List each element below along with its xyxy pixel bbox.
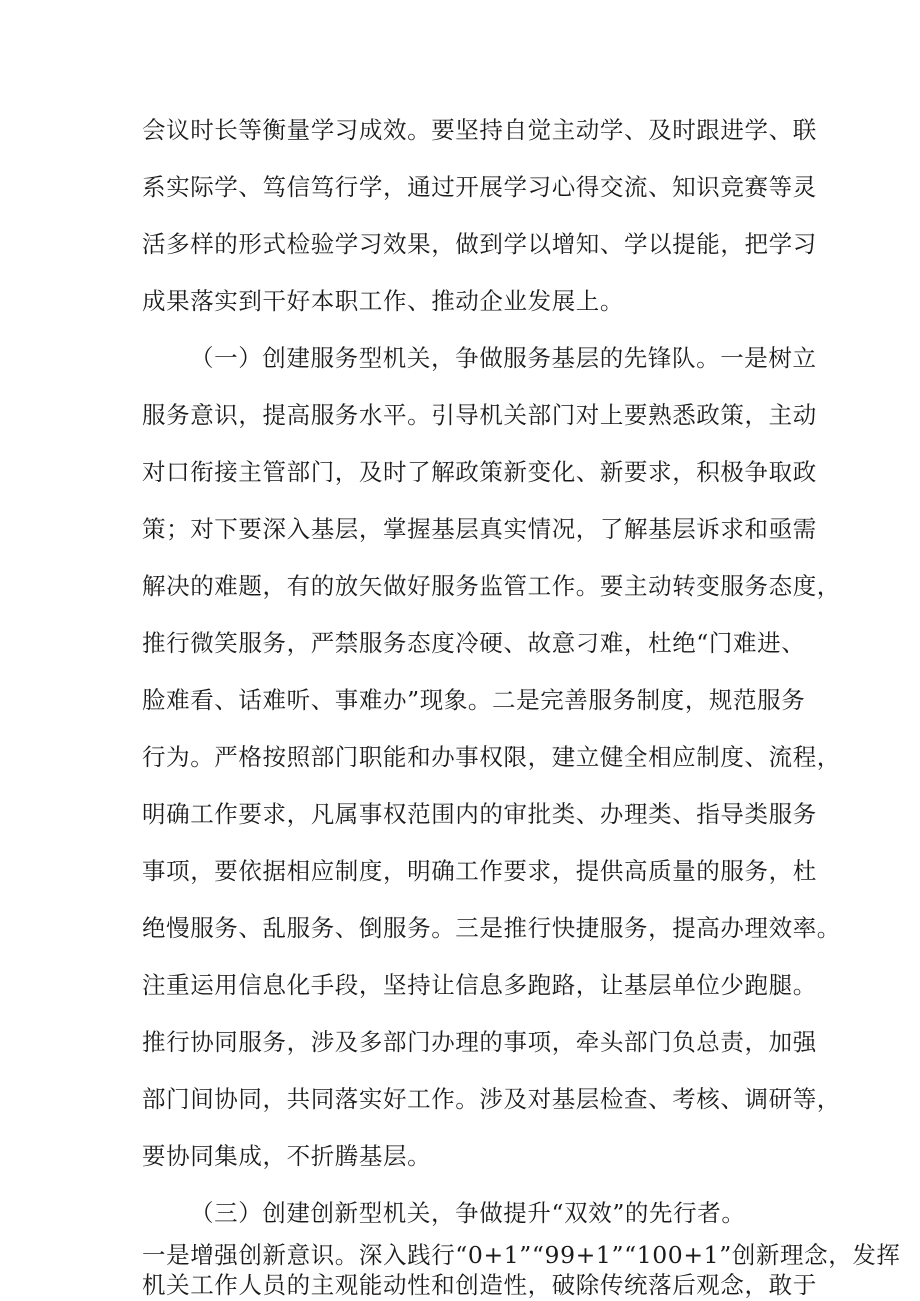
text-line: 对口衔接主管部门，及时了解政策新变化、新要求，积极争取政 [142,458,817,486]
text-line: 策；对下要深入基层，掌握基层真实情况，了解基层诉求和亟需 [142,515,817,543]
text-line: 脸难看、话难听、事难办”现象。二是完善服务制度，规范服务 [142,686,806,714]
text-line: 注重运用信息化手段，坚持让信息多跑路，让基层单位少跑腿。 [142,971,817,999]
text-line: 部门间协同，共同落实好工作。涉及对基层检查、考核、调研等， [142,1085,841,1113]
text-line: 机关工作人员的主观能动性和创造性，破除传统落后观念，敢于 [142,1271,817,1299]
text-line: 推行协同服务，涉及多部门办理的事项，牵头部门负总责，加强 [142,1028,817,1056]
text-line: 一是增强创新意识。深入践行“0+1”“99+1”“100+1”创新理念，发挥 [142,1241,901,1269]
text-line: 成果落实到干好本职工作、推动企业发展上。 [142,287,624,315]
text-line: 行为。严格按照部门职能和办事权限，建立健全相应制度、流程， [142,743,841,771]
text-line: 活多样的形式检验学习效果，做到学以增知、学以提能，把学习 [142,230,817,258]
text-line: 解决的难题，有的放矢做好服务监管工作。要主动转变服务态度， [142,572,841,600]
text-line: 会议时长等衡量学习成效。要坚持自觉主动学、及时跟进学、联 [142,116,817,144]
text-line: 推行微笑服务，严禁服务态度冷硬、故意刁难，杜绝“门难进、 [142,629,806,657]
text-line: 明确工作要求，凡属事权范围内的审批类、办理类、指导类服务 [142,800,817,828]
text-line: 系实际学、笃信笃行学，通过开展学习心得交流、知识竞赛等灵 [142,173,817,201]
text-line: 服务意识，提高服务水平。引导机关部门对上要熟悉政策，主动 [142,401,817,429]
text-line: 事项，要依据相应制度，明确工作要求，提供高质量的服务，杜 [142,857,817,885]
text-line: 要协同集成，不折腾基层。 [142,1142,432,1170]
section-heading-line: （三）创建创新型机关，争做提升“双效”的先行者。 [190,1199,746,1227]
paragraph-heading-line: （一）创建服务型机关，争做服务基层的先锋队。一是树立 [190,344,817,372]
text-line: 绝慢服务、乱服务、倒服务。三是推行快捷服务，提高办理效率。 [142,914,841,942]
